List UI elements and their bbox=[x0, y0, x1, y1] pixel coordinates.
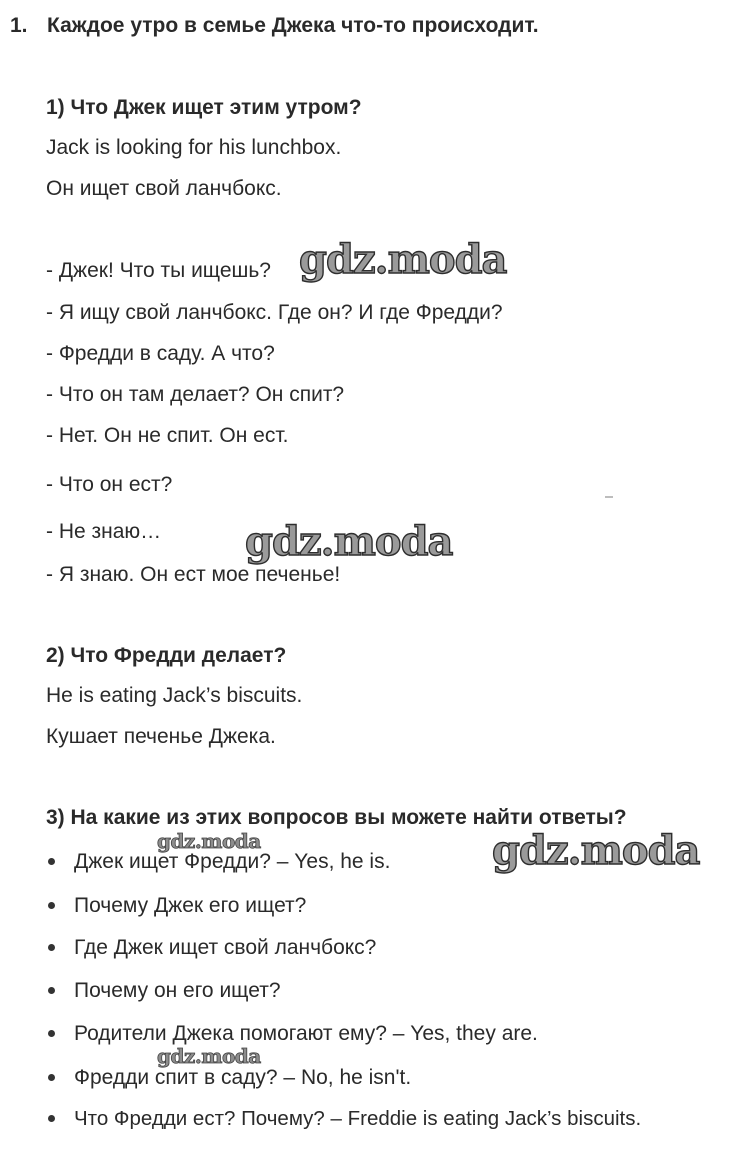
dialogue-line: - Не знаю… bbox=[46, 520, 162, 543]
task-title: Каждое утро в семье Джека что-то происходит. bbox=[47, 14, 539, 37]
list-item: Почему Джек его ищет? bbox=[74, 894, 307, 917]
answer-1-english: Jack is looking for his lunchbox. bbox=[46, 136, 342, 159]
list-item: Где Джек ищет свой ланчбокс? bbox=[74, 936, 377, 959]
bullet-icon bbox=[48, 1030, 55, 1037]
answer-1-russian: Он ищет свой ланчбокс. bbox=[46, 177, 282, 200]
watermark: gdz.moda bbox=[245, 518, 453, 565]
list-item: Фредди спит в саду? – No, he isn't. bbox=[74, 1066, 412, 1089]
dialogue-line: - Нет. Он не спит. Он ест. bbox=[46, 424, 289, 447]
list-item: Что Фредди ест? Почему? – Freddie is eating Jack’s biscuits. bbox=[74, 1107, 642, 1130]
answer-2-english: He is eating Jack’s biscuits. bbox=[46, 684, 303, 707]
task-number: 1. bbox=[10, 14, 28, 37]
list-item: Почему он его ищет? bbox=[74, 979, 281, 1002]
question-2: 2) Что Фредди делает? bbox=[46, 644, 287, 667]
dialogue-line: - Фредди в саду. А что? bbox=[46, 342, 275, 365]
dialogue-line: - Я ищу свой ланчбокс. Где он? И где Фредди? bbox=[46, 301, 503, 324]
bullet-icon bbox=[48, 902, 55, 909]
dialogue-line: - Что он там делает? Он спит? bbox=[46, 383, 345, 406]
bullet-icon bbox=[48, 858, 55, 865]
watermark: gdz.moda bbox=[299, 236, 507, 283]
bullet-icon bbox=[48, 1074, 55, 1081]
dialogue-line: - Что он ест? bbox=[46, 473, 173, 496]
answer-2-russian: Кушает печенье Джека. bbox=[46, 725, 276, 748]
watermark: gdz.moda bbox=[157, 829, 261, 853]
dialogue-line: - Джек! Что ты ищешь? bbox=[46, 259, 271, 282]
stray-mark bbox=[605, 496, 613, 498]
watermark: gdz.moda bbox=[492, 827, 700, 874]
list-item: Родители Джека помогают ему? – Yes, they are. bbox=[74, 1022, 538, 1045]
bullet-icon bbox=[48, 944, 55, 951]
watermark: gdz.moda bbox=[157, 1044, 261, 1068]
bullet-icon bbox=[48, 987, 55, 994]
question-3: 3) На какие из этих вопросов вы можете найти ответы? bbox=[46, 806, 627, 829]
list-item: Джек ищет Фредди? – Yes, he is. bbox=[74, 850, 391, 873]
question-1: 1) Что Джек ищет этим утром? bbox=[46, 96, 362, 119]
bullet-icon bbox=[48, 1115, 55, 1122]
dialogue-line: - Я знаю. Он ест мое печенье! bbox=[46, 563, 341, 586]
